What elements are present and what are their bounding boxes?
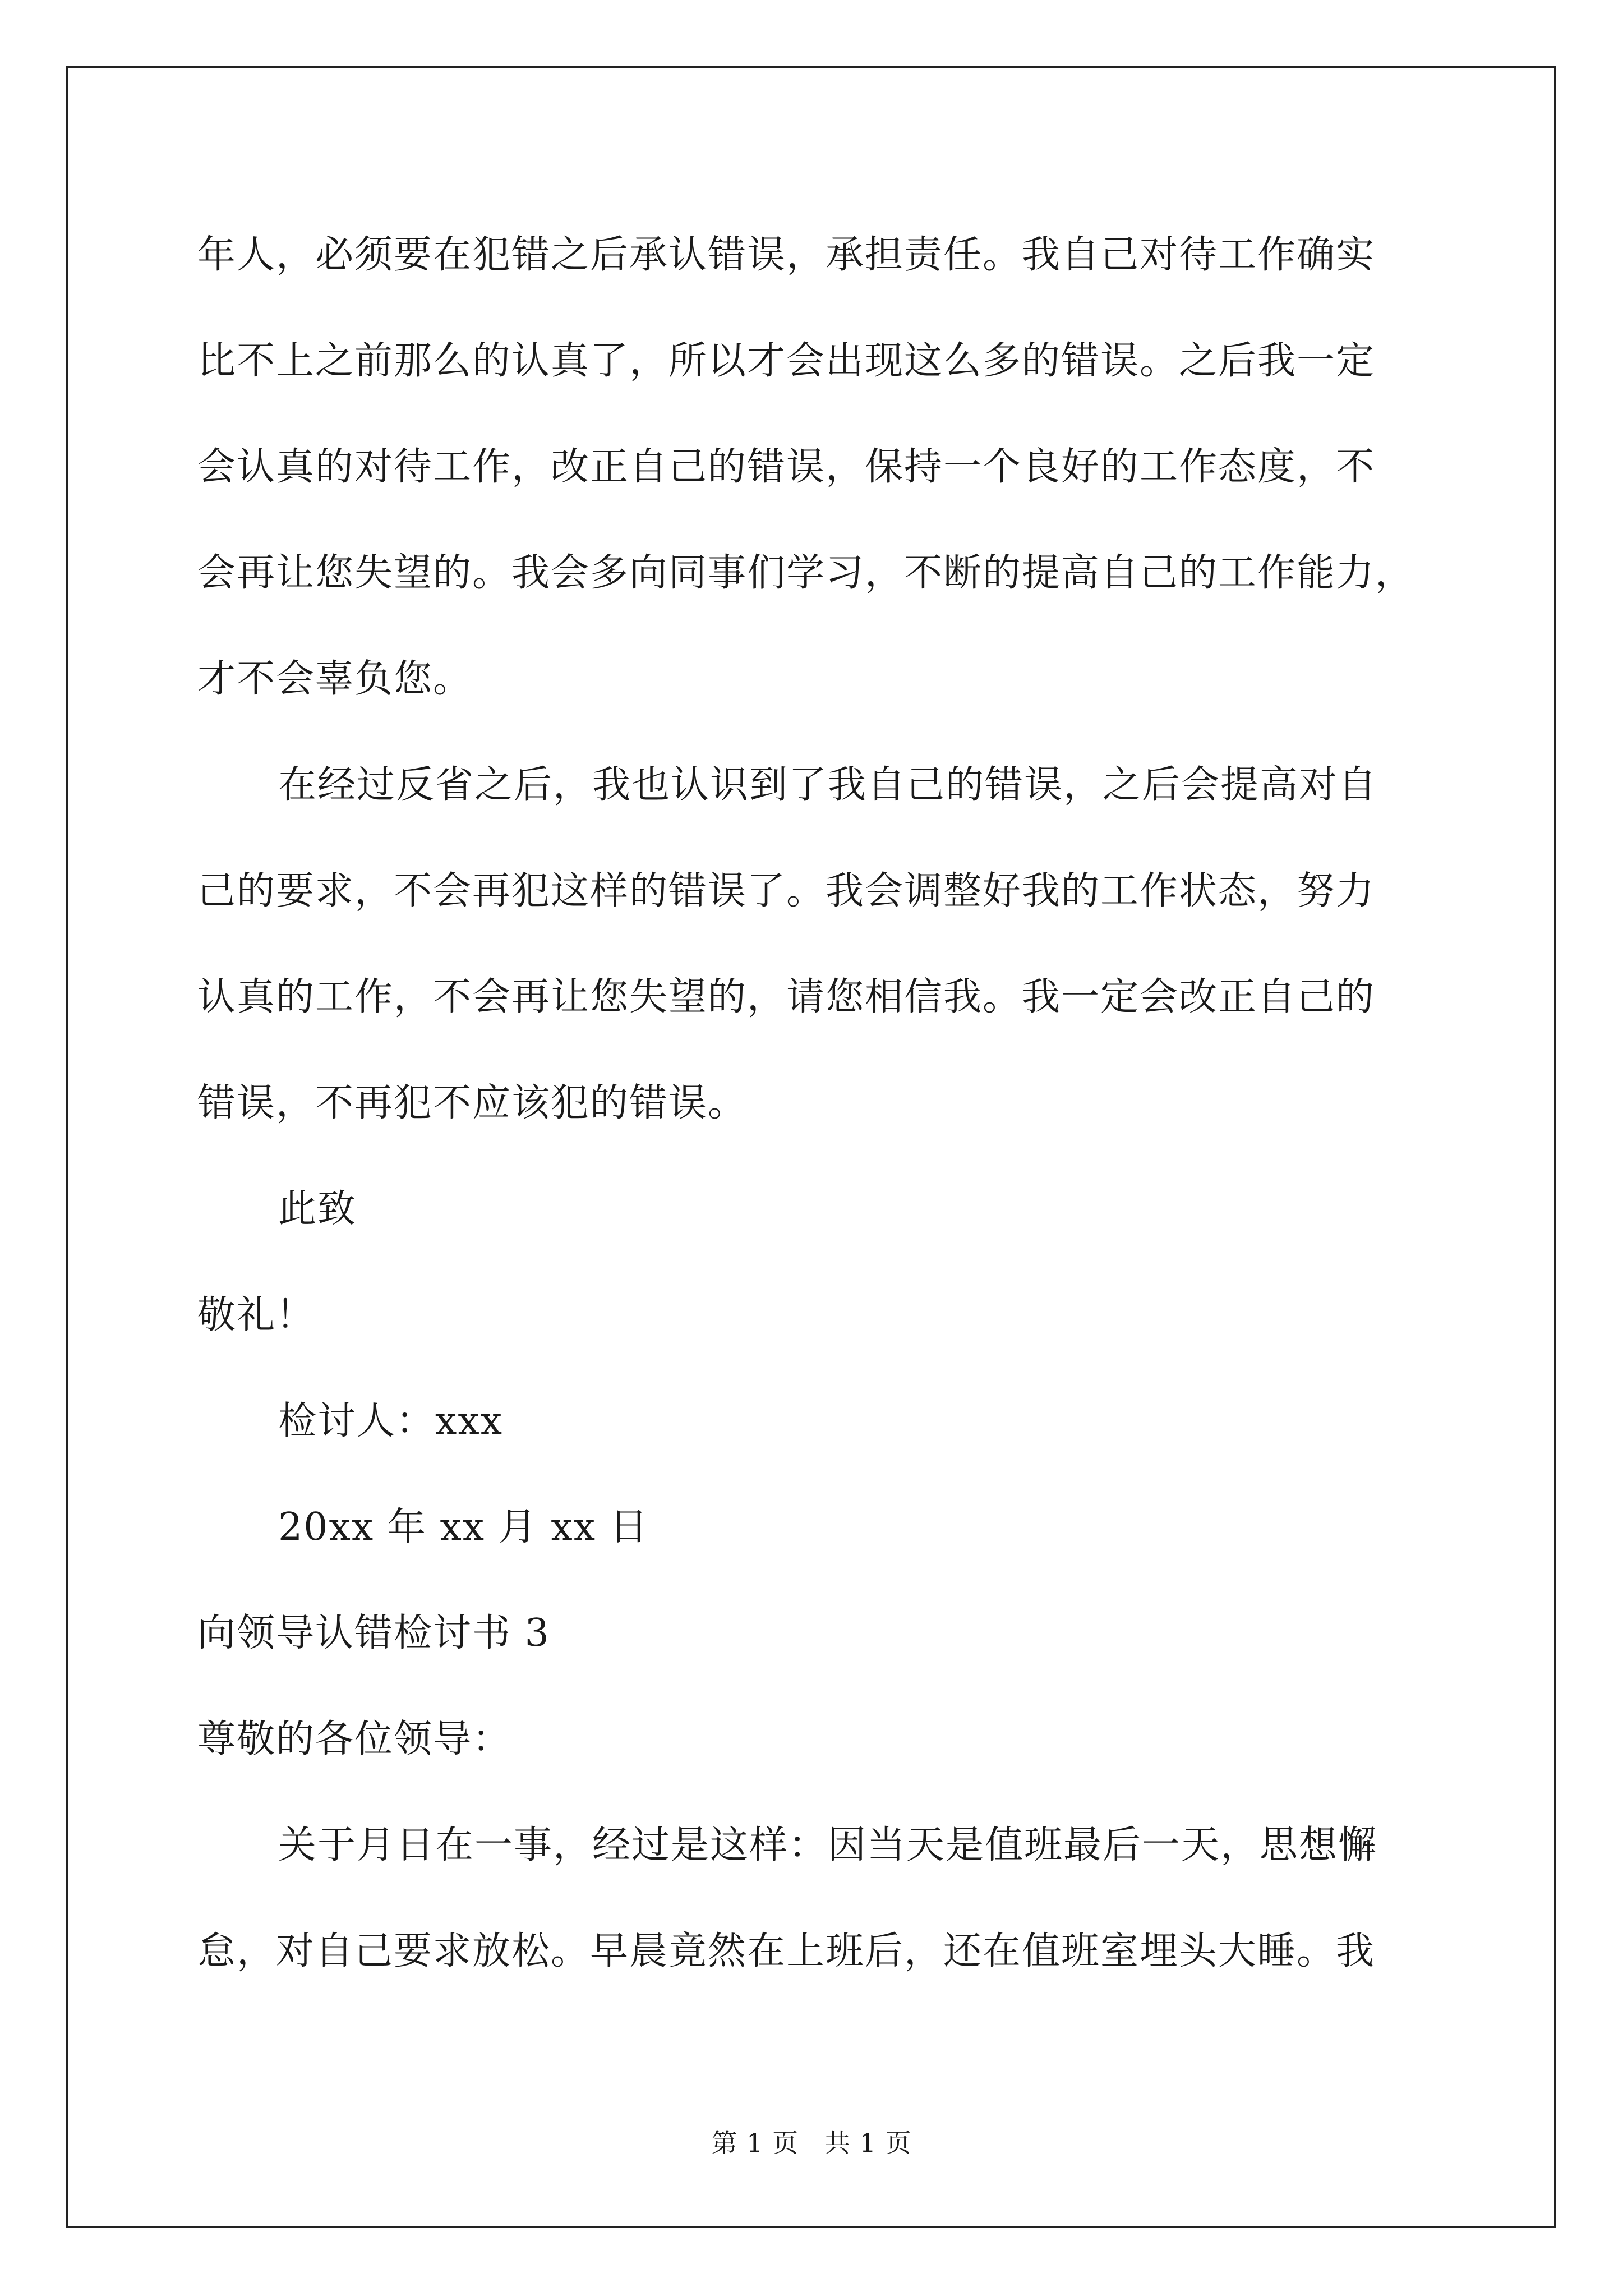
- signature-date: 20xx 年 xx 月 xx 日: [278, 1505, 649, 1549]
- page-number-current: 第 1 页: [711, 2128, 799, 2158]
- paragraph-line: 己的要求，不会再犯这样的错误了。我会调整好我的工作状态，努力: [197, 869, 1376, 913]
- document-body: [197, 202, 1454, 2004]
- paragraph-line: 认真的工作，不会再让您失望的，请您相信我。我一定会改正自己的: [197, 975, 1376, 1019]
- section-title: 向领导认错检讨书 3: [197, 1611, 550, 1655]
- closing-salutation: 此致: [278, 1187, 357, 1231]
- greeting: 尊敬的各位领导：: [197, 1717, 512, 1761]
- page-number-total: 共 1 页: [824, 2128, 912, 2158]
- paragraph-line: 才不会辜负您。: [197, 657, 473, 701]
- paragraph-line: 关于月日在一事，经过是这样：因当天是值班最后一天，思想懈: [278, 1823, 1378, 1867]
- paragraph-line: 会再让您失望的。我会多向同事们学习，不断的提高自己的工作能力，: [197, 551, 1415, 595]
- signature-name: 检讨人：xxx: [278, 1399, 504, 1443]
- paragraph-line: 错误，不再犯不应该犯的错误。: [197, 1081, 748, 1125]
- paragraph-line: 年人，必须要在犯错之后承认错误，承担责任。我自己对待工作确实: [197, 233, 1376, 277]
- paragraph-line: 比不上之前那么的认真了，所以才会出现这么多的错误。之后我一定: [197, 339, 1376, 383]
- paragraph-line: 在经过反省之后，我也认识到了我自己的错误，之后会提高对自: [278, 763, 1378, 807]
- paragraph-line: 怠，对自己要求放松。早晨竟然在上班后，还在值班室埋头大睡。我: [197, 1929, 1376, 1973]
- closing-regards: 敬礼！: [197, 1293, 316, 1337]
- page-footer: [0, 2126, 1623, 2160]
- paragraph-line: 会认真的对待工作，改正自己的错误，保持一个良好的工作态度，不: [197, 445, 1376, 489]
